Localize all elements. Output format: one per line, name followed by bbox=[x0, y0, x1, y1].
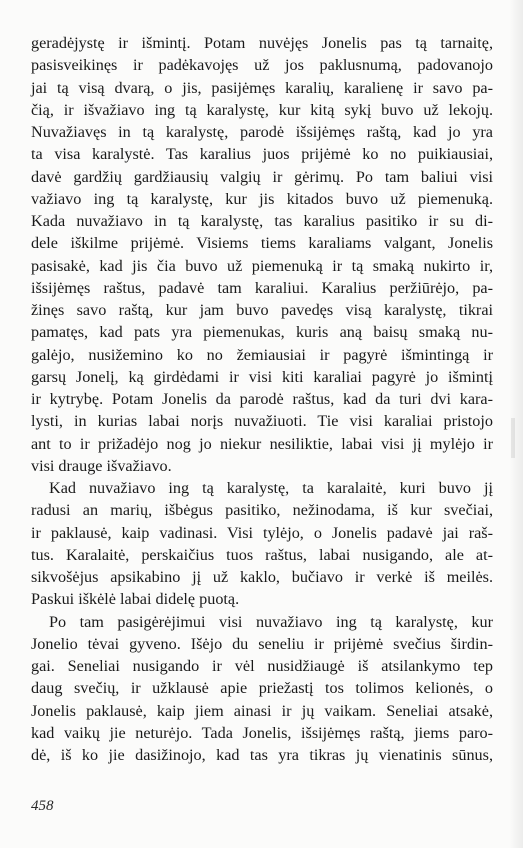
text-line: ant to ir prižadėjo nog jo niekur nesiliktie, labai visi jį mylėjo ir bbox=[31, 434, 493, 453]
text-line: daug svečių, ir užklausė apie priežastį tos tolimos kelionės, o bbox=[31, 679, 493, 698]
text-line: kad vaikų jie neturėjo. Tada Jonelis, išsijėmęs raštą, jiems paro- bbox=[31, 723, 493, 742]
text-line: Kada nuvažiavo in tą karalystę, tas karalius pasitiko ir su di- bbox=[31, 212, 493, 230]
page-number: 458 bbox=[31, 798, 54, 814]
text-line: tus. Karalaitė, perskaičius tuos raštus, labai nusigando, ale at- bbox=[31, 545, 493, 564]
text-line: davė gardžių gardžiausių valgių ir gėrimų. Po tam baliui visi bbox=[31, 167, 493, 186]
text-line: čią, ir išvažiavo ing tą karalystę, kur kitą sykį buvo už lekojų. bbox=[31, 100, 493, 119]
text-line: dė, iš ko jie dasižinojo, kad tas yra tikras jų vienatinis sūnus, bbox=[31, 746, 493, 764]
text-line: ta visa karalystė. Tas karalius juos prijėmė ko no puikiausiai, bbox=[31, 145, 493, 164]
text-line: pamatęs, kad pats yra piemenukas, kuris aną baisų smaką nu- bbox=[31, 323, 493, 342]
text-line: važiavo ing tą karalystę, kur jis kitados buvo už piemenuką. bbox=[31, 189, 493, 208]
text-line: radusi an marių, išbėgus pasitiko, nežinodama, iš kur svečiai, bbox=[31, 501, 493, 520]
body-text bbox=[31, 32, 493, 766]
text-line: Kad nuvažiavo ing tą karalystę, ta karalaitė, kuri buvo jį bbox=[49, 479, 493, 497]
text-line: ir kytrybę. Potam Jonelis da parodė raštus, kad da turi dvi kara- bbox=[31, 390, 493, 408]
text-line: garsų Jonelį, ką girdėdami ir visi kiti karaliai pagyrė jo išmintį bbox=[31, 367, 493, 386]
text-line: pasisveikinęs ir padėkavojęs už jos paklusnumą, padovanojo bbox=[31, 56, 493, 75]
text-line: gai. Seneliai nusigando ir vėl nusidžiaugė iš atsilankymo tep bbox=[31, 657, 493, 675]
text-line: Nuvažiavęs in tą karalystę, parodė išsijėmęs raštą, kad jo yra bbox=[31, 123, 493, 141]
scan-smudge bbox=[511, 418, 515, 458]
text-line: dele iškilme prijėmė. Visiems tiems karaliams valgant, Jonelis bbox=[31, 234, 493, 253]
text-line: geradėjystę ir išmintį. Potam nuvėjęs Jonelis pas tą tarnaitę, bbox=[31, 34, 493, 52]
text-line: ir paklausė, kaip vadinasi. Visi tylėjo, o Jonelis padavė jai raš- bbox=[31, 523, 493, 542]
text-line: Jonelis paklausė, kaip jiem ainasi ir jų vaikam. Seneliai atsakė, bbox=[31, 701, 493, 720]
text-line: sikvošėjus apsikabino jį už kaklo, bučiavo ir verkė iš meilės. bbox=[31, 568, 493, 586]
text-line: išsijėmęs raštus, padavė tam karaliui. Karalius peržiūrėjo, pa- bbox=[31, 278, 493, 297]
text-line: galėjo, nusižemino ko no žemiausiai ir pagyrė išmintingą ir bbox=[31, 345, 493, 364]
text-line: lysti, in kurias labai norįs nuvažiuoti. Tie visi karaliai pristojo bbox=[31, 412, 493, 431]
text-line: Po tam pasigėrėjimui visi nuvažiavo ing tą karalystę, kur bbox=[49, 612, 493, 631]
text-line: jai tą visą dvarą, o jis, pasijėmęs karalių, karalienę ir savo pa- bbox=[31, 78, 493, 97]
text-line: Paskui iškėlė labai didelę puotą. bbox=[31, 590, 240, 609]
text-line: visi drauge išvažiavo. bbox=[31, 456, 172, 475]
text-line: žinęs savo raštą, kur jam buvo pavedęs visą karalystę, tikrai bbox=[31, 301, 493, 319]
text-line: pasisakė, kad jis čia buvo už piemenuką ir tą smaką nukirto ir, bbox=[31, 256, 493, 275]
text-line: Jonelio tėvai gyveno. Išėjo du seneliu ir prijėmė svečius širdin- bbox=[31, 634, 493, 653]
